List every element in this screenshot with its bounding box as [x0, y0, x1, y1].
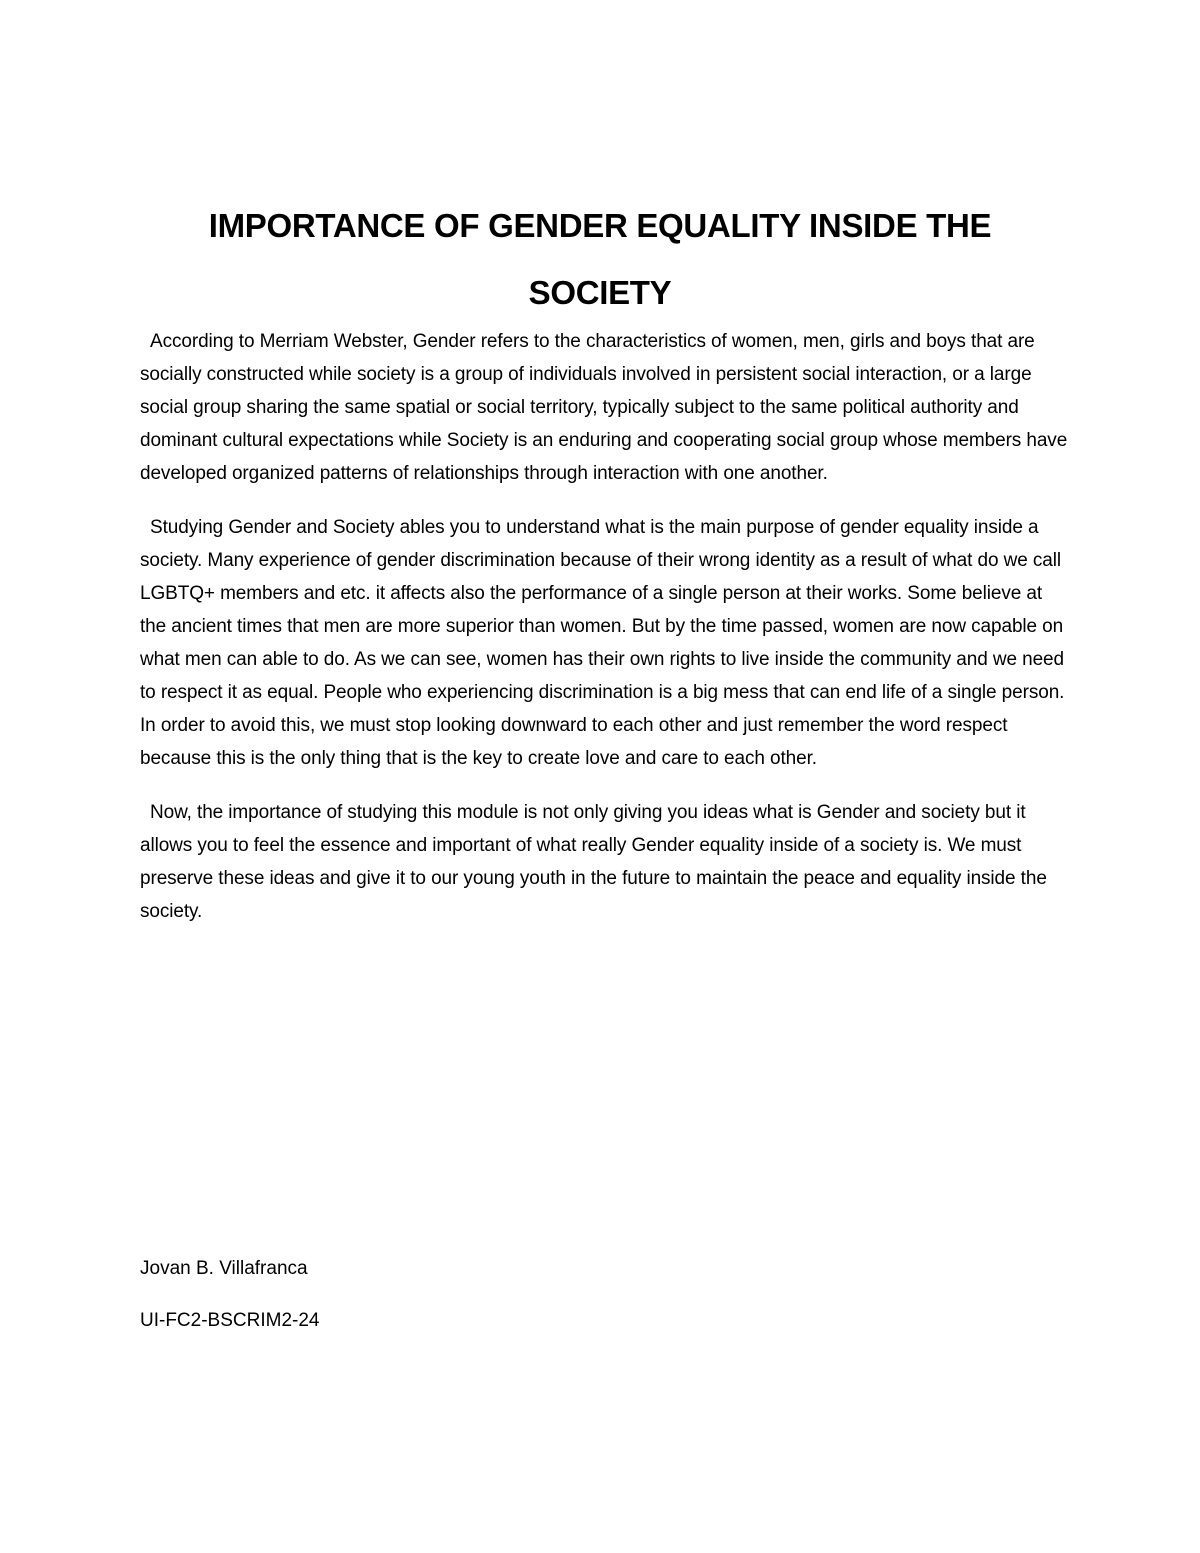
author-name: Jovan B. Villafranca: [140, 1258, 308, 1279]
paragraph-definition: According to Merriam Webster, Gender refers to the characteristics of women, men, girls and boys that are socially constructed while society is a group of individuals involved in persistent social interaction, or a large social group sharing the same spatial or social territory, typically subject to the same political authority and dominant cultural expectations while Society is an enduring and cooperating social group whose members have developed organized patterns of relationships through interaction with one another.: [140, 331, 1068, 484]
section-code: UI-FC2-BSCRIM2-24: [140, 1310, 320, 1331]
document-body: [140, 325, 1070, 949]
paragraph-discrimination: Studying Gender and Society ables you to understand what is the main purpose of gender equality inside a society. Many experience of gender discrimination because of their wrong identity as a result of what do we call LGBTQ+ members and etc. it affects also the performance of a single person at their works. Some believe at the ancient times that men are more superior than women. But by the time passed, women are now capable on what men can able to do. As we can see, women has their own rights to live inside the community and we need to respect it as equal. People who experiencing discrimination is a big mess that can end life of a single person. In order to avoid this, we must stop looking downward to each other and just remember the word respect because this is the only thing that is the key to create love and care to each other.: [140, 517, 1065, 769]
document-title: IMPORTANCE OF GENDER EQUALITY INSIDE THE SOCIETY: [208, 207, 992, 311]
paragraph-importance: Now, the importance of studying this module is not only giving you ideas what is Gender and society but it allows you to feel the essence and important of what really Gender equality inside of a society is. We must preserve these ideas and give it to our young youth in the future to maintain the peace and equality inside the society.: [140, 802, 1047, 922]
